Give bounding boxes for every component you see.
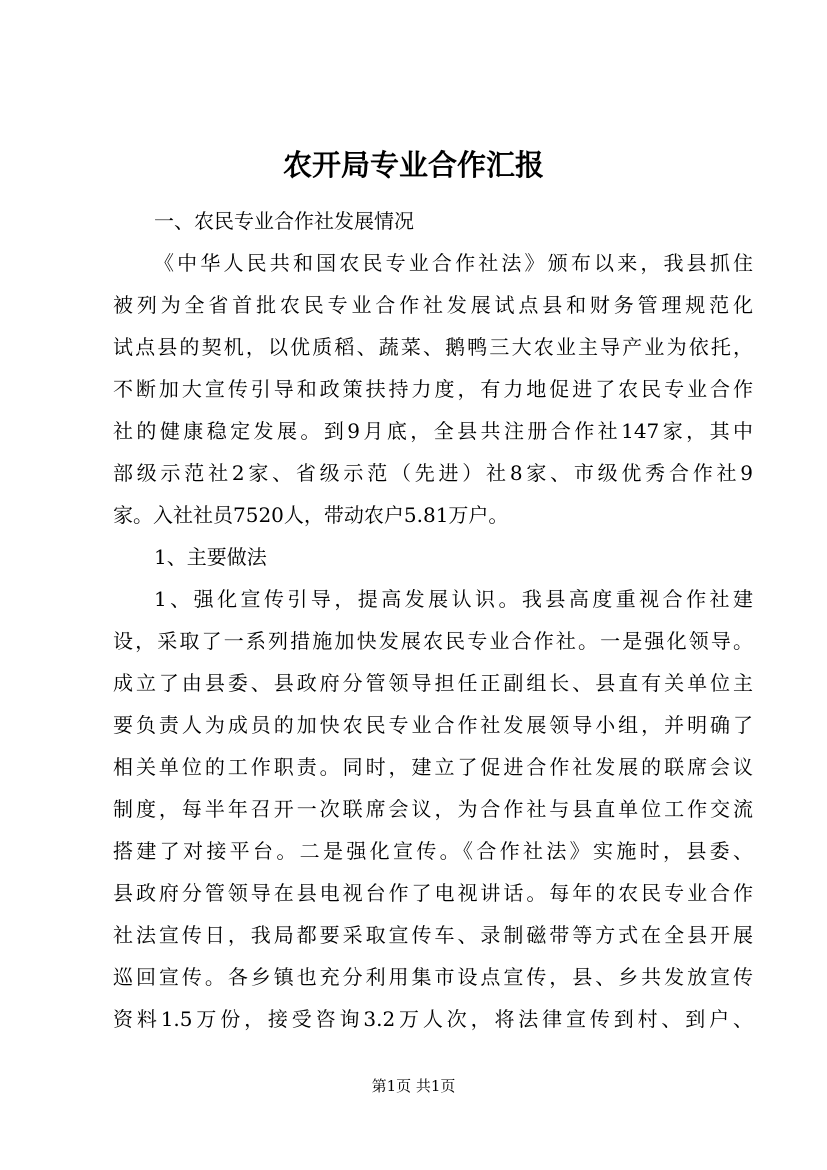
body-line: 《中华人民共和国农民专业合作社法》颁布以来，我县抓住	[154, 251, 753, 275]
body-line: 社的健康稳定发展。到9月底，全县共注册合作社147家，其中	[113, 419, 753, 443]
body-line: 部级示范社2家、省级示范（先进）社8家、市级优秀合作社9	[113, 461, 753, 485]
document-title: 农开局专业合作汇报	[282, 148, 544, 182]
body-line: 1、主要做法	[154, 545, 267, 569]
body-line: 巡回宣传。各乡镇也充分利用集市设点宣传，县、乡共发放宣传	[113, 965, 753, 989]
body-line: 1、强化宣传引导，提高发展认识。我县高度重视合作社建	[154, 587, 753, 611]
body-line: 不断加大宣传引导和政策扶持力度，有力地促进了农民专业合作	[113, 377, 753, 401]
body-line: 资料1.5万份，接受咨询3.2万人次，将法律宣传到村、到户、	[113, 1007, 753, 1031]
body-line: 家。入社社员7520人，带动农户5.81万户。	[113, 503, 509, 527]
body-line: 县政府分管领导在县电视台作了电视讲话。每年的农民专业合作	[113, 881, 753, 905]
body-line: 制度，每半年召开一次联席会议，为合作社与县直单位工作交流	[113, 797, 753, 821]
body-line: 要负责人为成员的加快农民专业合作社发展领导小组，并明确了	[113, 713, 753, 737]
body-line: 相关单位的工作职责。同时，建立了促进合作社发展的联席会议	[113, 755, 753, 779]
body-line: 设，采取了一系列措施加快发展农民专业合作社。一是强化领导。	[113, 629, 753, 653]
body-line: 搭建了对接平台。二是强化宣传。《合作社法》实施时，县委、	[113, 839, 753, 863]
page-footer: 第1页 共1页	[371, 1077, 456, 1095]
body-line: 被列为全省首批农民专业合作社发展试点县和财务管理规范化	[113, 293, 753, 317]
document-body	[113, 200, 753, 1040]
body-line: 成立了由县委、县政府分管领导担任正副组长、县直有关单位主	[113, 671, 753, 695]
body-line: 一、农民专业合作社发展情况	[154, 209, 414, 233]
body-line: 试点县的契机，以优质稻、蔬菜、鹅鸭三大农业主导产业为依托，	[113, 335, 753, 359]
body-line: 社法宣传日，我局都要采取宣传车、录制磁带等方式在全县开展	[113, 923, 753, 947]
